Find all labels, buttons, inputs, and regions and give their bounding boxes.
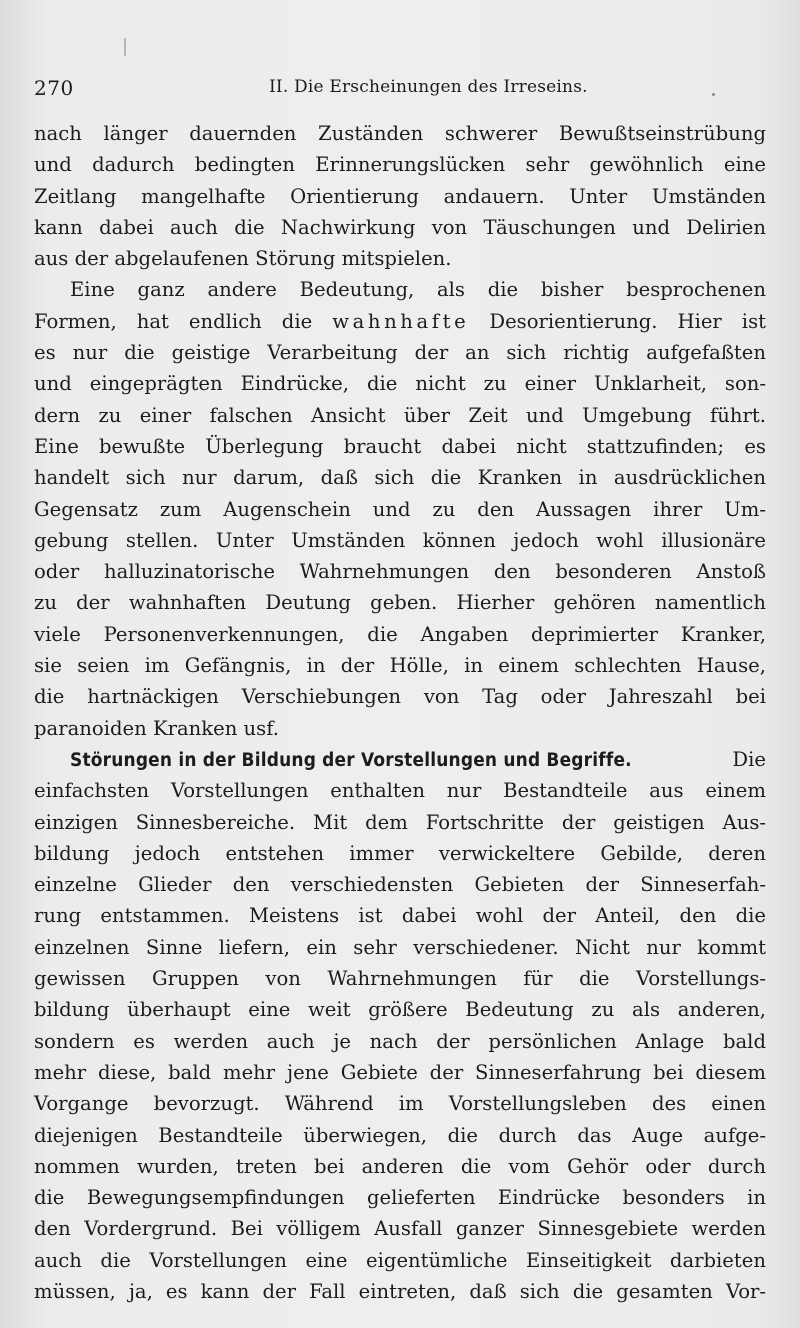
page-number: 270 bbox=[34, 76, 74, 100]
text-line: sondern es werden auch je nach der persönlichen Anlage bald bbox=[34, 1029, 766, 1053]
text-fragment: Desorientierung. Hier ist bbox=[489, 309, 767, 333]
text-line: den Vordergrund. Bei völligem Ausfall ganzer Sinnesgebiete werden bbox=[34, 1217, 766, 1241]
text-line: dern zu einer falschen Ansicht über Zeit und Umgebung führt. bbox=[34, 403, 766, 427]
text-line: diejenigen Bestandteile überwiegen, die durch das Auge aufge- bbox=[34, 1123, 766, 1147]
text-line: Gegensatz zum Augenschein und zu den Aussagen ihrer Um- bbox=[34, 497, 766, 521]
text-line: die hartnäckigen Verschiebungen von Tag oder Jahreszahl bei bbox=[34, 685, 766, 709]
text-line: einzelnen Sinne liefern, ein sehr verschiedener. Nicht nur kommt bbox=[34, 935, 766, 959]
text-fragment: Die bbox=[732, 747, 766, 771]
text-line: zu der wahnhaften Deutung geben. Hierher gehören namentlich bbox=[34, 591, 766, 615]
section-heading-line bbox=[34, 744, 766, 775]
text-line bbox=[34, 306, 766, 337]
text-line: Vorgange bevorzugt. Während im Vorstellungsleben des einen bbox=[34, 1092, 766, 1116]
text-line: die Bewegungsempfindungen gelieferten Eindrücke besonders in bbox=[34, 1186, 766, 1210]
text-line: und dadurch bedingten Erinnerungslücken sehr gewöhnlich eine bbox=[34, 153, 766, 177]
text-line: Zeitlang mangelhafte Orientierung andauern. Unter Umständen bbox=[34, 184, 766, 208]
text-line: gebung stellen. Unter Umständen können jedoch wohl illusionäre bbox=[34, 528, 766, 552]
text-line: viele Personenverkennungen, die Angaben deprimierter Kranker, bbox=[34, 622, 766, 646]
text-line: nommen wurden, treten bei anderen die vom Gehör oder durch bbox=[34, 1154, 766, 1178]
emphasized-term: wahnhafte bbox=[332, 309, 470, 333]
section-heading: Störungen in der Bildung der Vorstellungen und Begriffe. bbox=[70, 749, 632, 771]
text-line: rung entstammen. Meistens ist dabei wohl der Anteil, den die bbox=[34, 904, 766, 928]
text-line: auch die Vorstellungen eine eigentümliche Einseitigkeit darbieten bbox=[34, 1248, 766, 1272]
text-line: handelt sich nur darum, daß sich die Kranken in ausdrücklichen bbox=[34, 466, 766, 490]
text-fragment: Formen, hat endlich die bbox=[34, 309, 313, 333]
page-header bbox=[34, 76, 764, 100]
paper-mark bbox=[124, 38, 126, 56]
text-line: gewissen Gruppen von Wahrnehmungen für die Vorstellungs- bbox=[34, 967, 766, 991]
text-line: bildung jedoch entstehen immer verwickeltere Gebilde, deren bbox=[34, 841, 766, 865]
text-line: es nur die geistige Verarbeitung der an sich richtig aufgefaßten bbox=[34, 341, 766, 365]
text-line: mehr diese, bald mehr jene Gebiete der Sinneserfahrung bei diesem bbox=[34, 1060, 766, 1084]
text-line: nach länger dauernden Zuständen schwerer Bewußtseinstrübung bbox=[34, 122, 766, 145]
text-line: paranoiden Kranken usf. bbox=[34, 716, 280, 740]
text-line: aus der abgelaufenen Störung mitspielen. bbox=[34, 247, 452, 271]
text-line: müssen, ja, es kann der Fall eintreten, daß sich die gesamten Vor- bbox=[34, 1279, 766, 1303]
text-line: kann dabei auch die Nachwirkung von Täuschungen und Delirien bbox=[34, 215, 766, 239]
text-line: sie seien im Gefängnis, in der Hölle, in einem schlechten Hause, bbox=[34, 654, 766, 678]
text-line: und eingeprägten Eindrücke, die nicht zu einer Unklarheit, son- bbox=[34, 372, 766, 396]
text-line: einfachsten Vorstellungen enthalten nur Bestandteile aus einem bbox=[34, 779, 766, 803]
text-line: bildung überhaupt eine weit größere Bedeutung zu als anderen, bbox=[34, 998, 766, 1022]
running-title: II. Die Erscheinungen des Irreseins. bbox=[269, 77, 588, 97]
text-line: Eine bewußte Überlegung braucht dabei nicht stattzufinden; es bbox=[34, 434, 766, 458]
text-line: oder halluzinatorische Wahrnehmungen den besonderen Anstoß bbox=[34, 560, 766, 584]
body-text bbox=[34, 118, 766, 1307]
text-line: einzigen Sinnesbereiche. Mit dem Fortschritte der geistigen Aus- bbox=[34, 810, 766, 834]
text-line: Eine ganz andere Bedeutung, als die bisher besprochenen bbox=[70, 278, 766, 302]
text-line: einzelne Glieder den verschiedensten Gebieten der Sinneserfah- bbox=[34, 873, 766, 897]
